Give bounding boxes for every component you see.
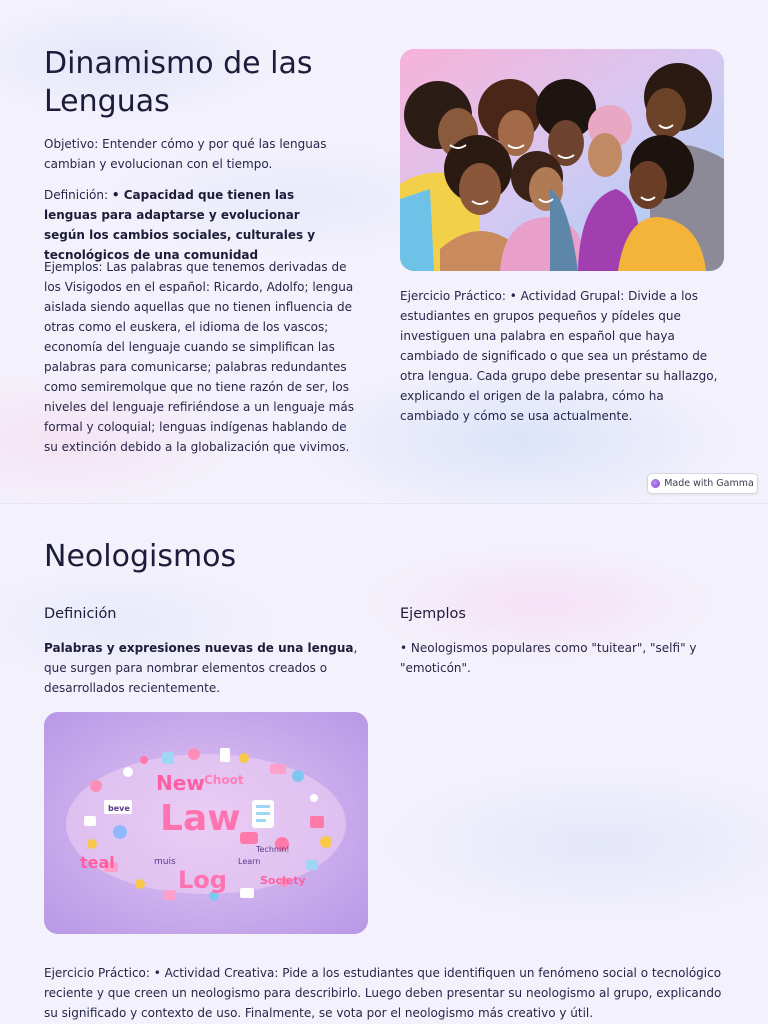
definition-text — [44, 638, 364, 698]
group-photo — [400, 49, 724, 271]
word-choot: Choot — [204, 773, 244, 787]
gamma-logo-icon — [651, 479, 660, 488]
word-beve: beve — [108, 804, 130, 813]
definition-bold: Palabras y expresiones nuevas de una lengua — [44, 641, 354, 655]
word-technin: Technin! — [256, 845, 290, 854]
examples-heading: Ejemplos — [400, 606, 466, 622]
word-cloud-illustration — [44, 712, 368, 934]
definition-rest: , que surgen para nombrar elementos creados o desarrollados recientemente. — [44, 641, 358, 695]
examples-text: Ejemplos: Las palabras que tenemos derivadas de los Visigodos en el español: Ricardo, Adolfo; lengua aislada siendo aquellas que no tienen influencia de otras como el euskera, el idioma de los vascos; economía del lenguaje cuando se simplifican las palabras para comunicarse; palabras redundantes como semiremolque que no tiene razón de ser, los niveles del lenguaje refiriéndose a un lenguaje más formal y coloquial; lenguas indígenas hablando de su extinción debido a la globalización que vivimos. — [44, 260, 354, 454]
word-learn: Learn — [238, 857, 261, 866]
definition-text — [44, 185, 344, 265]
slide-title: Neologismos — [44, 539, 237, 574]
definition-label: Definición: — [44, 188, 112, 202]
examples-text: • Neologismos populares como "tuitear", "selfi" y "emoticón". — [400, 641, 697, 675]
group-photo-illustration — [400, 49, 724, 271]
badge-label: Made with Gamma — [664, 478, 754, 489]
word-new: New — [156, 771, 205, 795]
exercise-text: Ejercicio Práctico: • Actividad Creativa: Pide a los estudiantes que identifiquen un fenómeno social o tecnológico reciente y que creen un neologismo para describirlo. Luego deben presentar su neologismo al grupo, explicando su significado y contexto de uso. Finalmente, se vota por el neologismo más creativo y útil. — [44, 966, 722, 1020]
word-muis: muis — [154, 857, 176, 867]
exercise-text: Ejercicio Práctico: • Actividad Grupal: Divide a los estudiantes en grupos pequeños y pídeles que investiguen una palabra en español que haya cambiado de significado o que sea un préstamo de otra lengua. Cada grupo debe presentar su hallazgo, explicando el origen de la palabra, cómo ha cambiado y cómo se usa actualmente. — [400, 289, 718, 423]
slide-dinamismo — [0, 0, 768, 503]
neologism-illustration — [44, 712, 368, 934]
definition-heading: Definición — [44, 606, 117, 622]
objective-text: Objetivo: Entender cómo y por qué las lenguas cambian y evolucionan con el tiempo. — [44, 137, 327, 171]
word-society: Society — [260, 874, 306, 887]
slide-title: Dinamismo de las Lenguas — [44, 46, 313, 119]
slide-neologismos — [0, 504, 768, 1024]
word-log: Log — [178, 866, 227, 894]
word-law: Law — [160, 798, 241, 839]
word-teal: teal — [80, 853, 115, 872]
made-with-gamma-badge[interactable] — [647, 473, 758, 494]
definition-bold: • Capacidad que tienen las lenguas para adaptarse y evolucionar según los cambios sociales, culturales y tecnológicos de una comunidad — [44, 188, 316, 262]
